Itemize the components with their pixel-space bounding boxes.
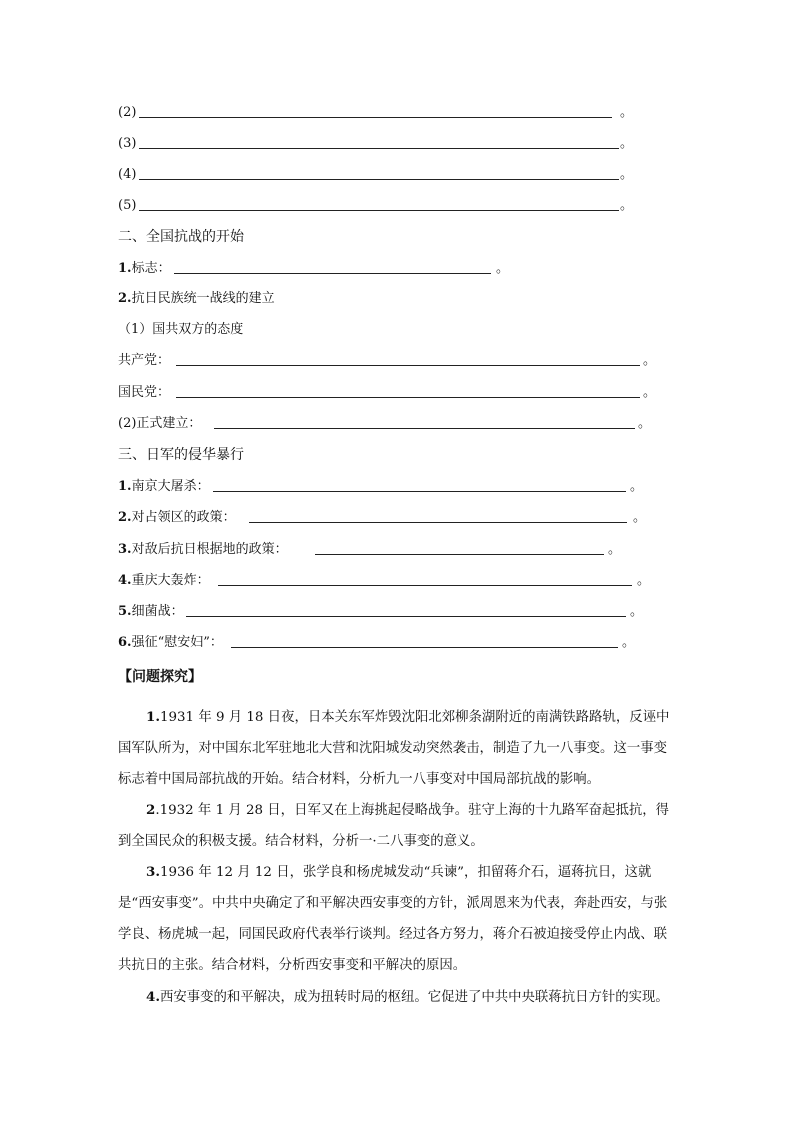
answer-blank[interactable] [139,148,619,149]
item-text: 南京大屠杀： [131,479,210,494]
item-number: 2. [118,291,132,306]
period: 。 [643,353,657,368]
answer-blank[interactable] [214,428,635,429]
paragraph-number: 3. [146,864,160,880]
item-text: 标志： [131,261,171,276]
period: 。 [620,105,634,120]
paragraph-number: 2 [146,802,156,818]
answer-blank[interactable] [139,117,612,118]
period: 。 [622,635,636,650]
kmt-label: 国民党： [118,385,171,400]
item-label: (2) [118,105,137,120]
section-heading-2: 二、全国抗战的开始 [118,229,244,245]
item-number: 1. [118,479,132,494]
period: 。 [608,542,622,557]
item-text: 抗日民族统一战线的建立 [131,291,275,306]
answer-blank[interactable] [139,210,619,211]
answer-blank[interactable] [174,273,491,274]
item-text: 强征“慰安妇”： [131,635,223,650]
inquiry-paragraph-1 [118,702,680,795]
item-text: 细菌战： [131,604,184,619]
answer-blank[interactable] [218,585,632,586]
paragraph-number: 1. [146,709,160,725]
item-number: 6. [118,635,132,650]
period: 。 [620,167,634,182]
period: 。 [637,573,651,588]
inquiry-heading: 【问题探究】 [118,669,202,685]
period: 。 [633,510,647,525]
paragraph-text: 1936 年 12 月 12 日，张学良和杨虎城发动“兵谏”，扣留蒋介石，逼蒋抗日，这就是“西安事变”。中共中央确定了和平解决西安事变的方针，派周恩来为代表，奔赴西安，与张学良、杨虎城一起，同国民政府代表举行谈判。经过各方努力，蒋介石被迫接受停止内战、联共抗日的主张。结合材料，分析西安事变和平解决的原因。 [118,865,668,973]
item-number: 4. [118,573,132,588]
answer-blank[interactable] [249,522,627,523]
answer-blank[interactable] [231,647,618,648]
item-text: 对敌后抗日根据地的政策： [131,542,288,557]
cpc-label: 共产党： [118,353,171,368]
period: 。 [620,198,634,213]
item-number: 3. [118,542,132,557]
subheading-attitudes: （1）国共双方的态度 [118,322,244,337]
answer-blank[interactable] [315,554,604,555]
answer-blank[interactable] [213,491,626,492]
period: 。 [496,261,510,276]
answer-blank[interactable] [139,179,619,180]
answer-blank[interactable] [186,616,626,617]
period: 。 [638,416,652,431]
paragraph-text: 1931 年 9 月 18 日夜，日本关东军炸毁沈阳北郊柳条湖附近的南满铁路路轨，反诬中国军队所为，对中国东北军驻地北大营和沈阳城发动突然袭击，制造了九一八事变。这一事变标志着中国局部抗战的开始。结合材料，分析九一八事变对中国局部抗战的影响。 [118,710,670,787]
period: 。 [643,385,657,400]
item-label: (3) [118,136,137,151]
inquiry-paragraph-2 [118,795,680,857]
paragraph-number: 4. [146,989,160,1005]
item-number: 5. [118,604,132,619]
answer-blank[interactable] [176,397,640,398]
subheading-united-front [118,288,275,310]
item-text: 对占领区的政策： [131,510,236,525]
paragraph-text: .1932 年 1 月 28 日，日军又在上海挑起侵略战争。驻守上海的十九路军奋起抵抗，得到全国民众的积极支援。结合材料，分析一·二八事变的意义。 [118,803,670,849]
item-label: (5) [118,198,137,213]
period: 。 [620,136,634,151]
section-heading-3: 三、日军的侵华暴行 [118,447,244,463]
paragraph-text: 西安事变的和平解决，成为扭转时局的枢纽。它促进了中共中央联蒋抗日方针的实现。 [159,990,669,1005]
established-label: (2)正式建立： [118,416,202,431]
item-number: 2. [118,510,132,525]
answer-blank[interactable] [176,365,640,366]
inquiry-paragraph-3 [118,857,680,981]
item-text: 重庆大轰炸： [131,573,210,588]
period: 。 [630,604,644,619]
item-label: (4) [118,167,137,182]
inquiry-paragraph-4 [118,982,680,1013]
item-number: 1. [118,261,132,276]
period: 。 [630,479,644,494]
